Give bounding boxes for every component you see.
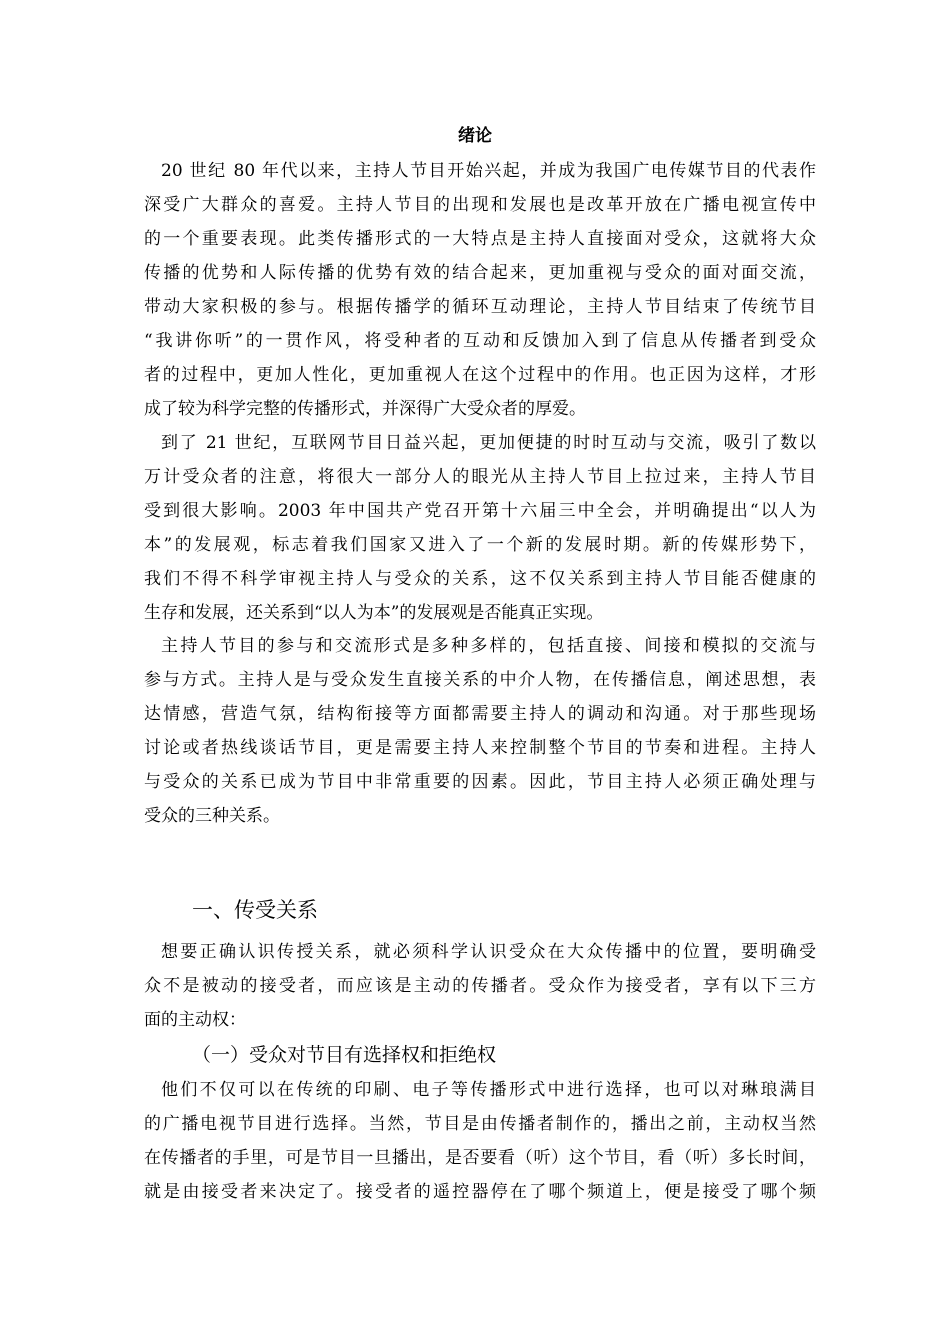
paragraph-line: 本”的发展观，标志着我们国家又进入了一个新的发展时期。新的传媒形势下，: [144, 535, 816, 555]
paragraph-line: 众不是被动的接受者，而应该是主动的传播者。受众作为接受者，享有以下三方: [144, 976, 816, 996]
paragraph-line: 面的主动权：: [144, 1010, 246, 1030]
paragraph-line: 传播的优势和人际传播的优势有效的结合起来，更加重视与受众的面对面交流，: [144, 263, 816, 283]
paragraph-line: 他们不仅可以在传统的印刷、电子等传播形式中进行选择，也可以对琳琅满目: [161, 1080, 816, 1100]
paragraph-line: 讨论或者热线谈话节目，更是需要主持人来控制整个节目的节奏和进程。主持人: [144, 738, 816, 758]
section-heading: 一、传受关系: [192, 898, 318, 922]
paragraph-line: 的一个重要表现。此类传播形式的一大特点是主持人直接面对受众，这就将大众: [144, 229, 816, 249]
paragraph-line: 就是由接受者来决定了。接受者的遥控器停在了哪个频道上，便是接受了哪个频: [144, 1182, 816, 1202]
paragraph-line: 想要正确认识传授关系，就必须科学认识受众在大众传播中的位置，要明确受: [161, 942, 816, 962]
intro-paragraph-1: [144, 154, 816, 426]
paragraph-line: 带动大家积极的参与。根据传播学的循环互动理论，主持人节目结束了传统节目: [144, 297, 816, 317]
paragraph-line: 万计受众者的注意，将很大一部分人的眼光从主持人节目上拉过来，主持人节目: [144, 467, 816, 487]
paragraph-line: 的广播电视节目进行选择。当然，节目是由传播者制作的，播出之前，主动权当然: [144, 1114, 816, 1134]
paragraph-line: 主持人节目的参与和交流形式是多种多样的，包括直接、间接和模拟的交流与: [161, 636, 816, 656]
paragraph-line: 深受广大群众的喜爱。主持人节目的出现和发展也是改革开放在广播电视宣传中: [144, 195, 816, 215]
paragraph-line: 20 世纪 80 年代以来，主持人节目开始兴起，并成为我国广电传媒节目的代表作: [161, 161, 816, 181]
intro-paragraph-3: [144, 629, 816, 833]
subsection-paragraph: [144, 1073, 816, 1209]
section-paragraph: [144, 935, 816, 1037]
paragraph-line: 者的过程中，更加人性化，更加重视人在这个过程中的作用。也正因为这样，才形: [144, 365, 816, 385]
paragraph-line: 受众的三种关系。: [144, 806, 280, 826]
paragraph-line: 我们不得不科学审视主持人与受众的关系，这不仅关系到主持人节目能否健康的: [144, 569, 816, 589]
paragraph-line: 到了 21 世纪，互联网节目日益兴起，更加便捷的时时互动与交流，吸引了数以: [161, 433, 816, 453]
paragraph-line: 达情感，营造气氛，结构衔接等方面都需要主持人的调动和沟通。对于那些现场: [144, 704, 816, 724]
intro-paragraph-2: [144, 426, 816, 630]
paragraph-line: 受到很大影响。2003 年中国共产党召开第十六届三中全会，并明确提出“以人为: [144, 501, 816, 521]
paragraph-line: 在传播者的手里，可是节目一旦播出，是否要看（听）这个节目，看（听）多长时间，: [144, 1148, 816, 1168]
subsection-heading: （一）受众对节目有选择权和拒绝权: [192, 1044, 497, 1066]
paragraph-line: 成了较为科学完整的传播形式，并深得广大受众者的厚爱。: [144, 399, 586, 419]
paragraph-line: 参与方式。主持人是与受众发生直接关系的中介人物，在传播信息，阐述思想，表: [144, 670, 816, 690]
paragraph-line: 与受众的关系已成为节目中非常重要的因素。因此，节目主持人必须正确处理与: [144, 772, 816, 792]
page-title: 绪论: [458, 126, 492, 146]
paragraph-line: 生存和发展，还关系到“以人为本”的发展观是否能真正实现。: [144, 603, 604, 623]
paragraph-line: “我讲你听”的一贯作风，将受种者的互动和反馈加入到了信息从传播者到受众: [144, 331, 816, 351]
